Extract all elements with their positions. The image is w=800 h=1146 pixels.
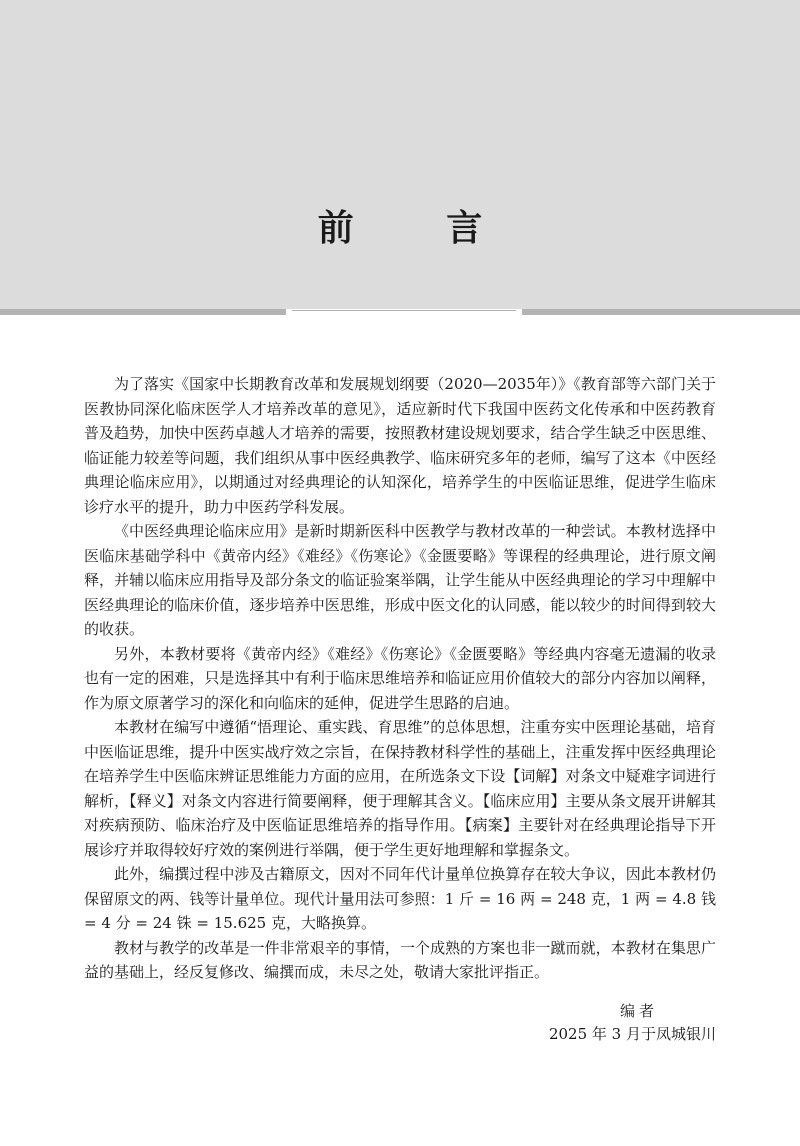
- paragraph-2: 《中医经典理论临床应用》是新时期新医科中医教学与教材改革的一种尝试。本教材选择中医临床基础学科中《黄帝内经》《难经》《伤寒论》《金匮要略》等课程的经典理论，进行原文阐释，并辅以临床应用指导及部分条文的临证验案举隅，让学生能从中医经典理论的学习中理解中医经典理论的临床价值，逐步培养中医思维，形成中医文化的认同感，能以较少的时间得到较大的收获。: [84, 522, 716, 638]
- paragraph-4: 本教材在编写中遵循“悟理论、重实践、育思维”的总体思想，注重夯实中医理论基础，培育中医临证思维，提升中医实战疗效之宗旨，在保持教材科学性的基础上，注重发挥中医经典理论在培养学生中医临床辨证思维能力方面的应用，在所选条文下设【词解】对条文中疑难字词进行解析，【释义】对条文内容进行简要阐释，便于理解其含义。【临床应用】主要从条文展开讲解其对疾病预防、临床治疗及中医临证思维培养的指导作用。【病案】主要针对在经典理论指导下开展诊疗并取得较好疗效的案例进行举隅，便于学生更好地理解和掌握条文。: [84, 718, 716, 859]
- paragraph-3: 另外，本教材要将《黄帝内经》《难经》《伤寒论》《金匮要略》等经典内容毫无遗漏的收录也有一定的困难，只是选择其中有利于临床思维培养和临证应用价值较大的部分内容加以阐释，作为原文原著学习的深化和向临床的延伸，促进学生思路的启迪。: [84, 644, 716, 712]
- paragraph-6: 教材与教学的改革是一件非常艰辛的事情，一个成熟的方案也非一蹴而就，本教材在集思广益的基础上，经反复修改、编撰而成，未尽之处，敬请大家批评指正。: [84, 938, 716, 981]
- signature-date: 2025 年 3 月于凤城银川: [548, 1025, 716, 1043]
- paragraph-1: 为了落实《国家中长期教育改革和发展规划纲要（2020—2035年）》《教育部等六部门关于医教协同深化临床医学人才培养改革的意见》，适应新时代下我国中医药文化传承和中医药教育普及趋势，加快中医药卓越人才培养的需要，按照教材建设规划要求，结合学生缺乏中医思维、临证能力较差等问题，我们组织从事中医经典教学、临床研究多年的老师，编写了这本《中医经典理论临床应用》，以期通过对经典理论的认知深化，培养学生的中医临证思维，促进学生临床诊疗水平的提升，助力中医药学科发展。: [84, 375, 716, 516]
- preface-body: [84, 372, 716, 985]
- signature-author: 编者: [620, 1002, 659, 1020]
- divider-right: [522, 309, 800, 315]
- divider-left: [0, 309, 286, 315]
- page-title: 前 言: [317, 208, 523, 249]
- paragraph-5: 此外，编撰过程中涉及古籍原文，因对不同年代计量单位换算存在较大争议，因此本教材仍保留原文的两、钱等计量单位。现代计量用法可参照：1 斤 = 16 两 = 248 克，1 两 = 4.8 钱 = 4 分 = 24 铢 = 15.625 克，大略换算。: [84, 865, 716, 932]
- divider-center-line: [292, 310, 516, 311]
- header-band: [0, 0, 800, 309]
